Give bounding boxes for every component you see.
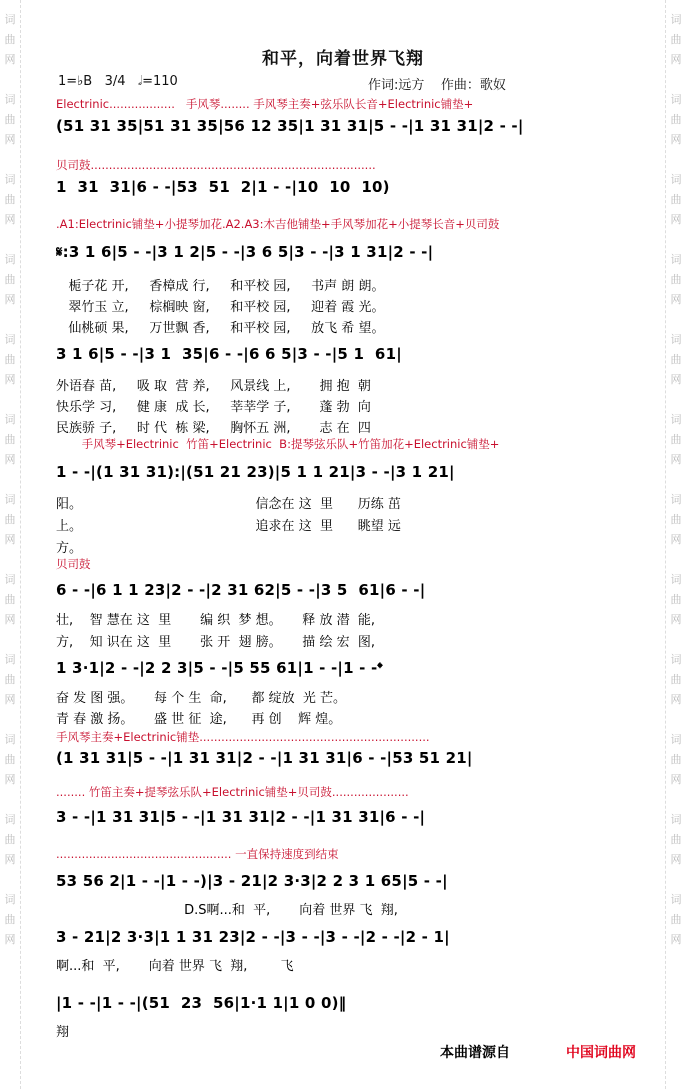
- lyric-line: D.S啊...和 平, 向着 世界 飞 翔,: [56, 903, 398, 918]
- lyric-line: 翠竹玉 立, 棕榈映 窗, 和平校 园, 迎着 霞 光。: [56, 300, 385, 315]
- notation-line: 𝄋:3 1 6|5 - -|3 1 2|5 - -|3 6 5|3 - -|3 1 31|2 - -|: [56, 243, 434, 261]
- notation-line: 1 3·1|2 - -|2 2 3|5 - -|5 55 61|1 - -|1 - -𝄌: [56, 659, 383, 677]
- source-label: 本曲谱源自: [440, 1045, 510, 1061]
- lyric-line: 奋 发 图 强。 每 个 生 命, 都 绽放 光 芒。: [56, 691, 347, 706]
- instrument-note: ................................................ 一直保持速度到结束: [56, 847, 339, 861]
- left-margin-line: [20, 0, 21, 1089]
- score-meta-right: [368, 74, 506, 93]
- notation-line: 3 - -|1 31 31|5 - -|1 31 31|2 - -|1 31 31|6 - -|: [56, 808, 426, 826]
- lyric-line: 壮, 智 慧在 这 里 编 织 梦 想。 释 放 潜 能,: [56, 613, 375, 628]
- lyricist: 作词:远方: [368, 78, 425, 93]
- notation-line: (51 31 35|51 31 35|56 12 35|1 31 31|5 - -|1 31 31|2 - -|: [56, 117, 524, 135]
- instrument-note: .A1:Electrinic铺垫+小提琴加花.A2.A3:木吉他铺垫+手风琴加花+小提琴长音+贝司鼓: [56, 217, 500, 231]
- left-side-watermark: 词 曲 网 词 曲 网 词 曲 网 词 曲 网 词 曲 网 词 曲 网 词 曲 网 词 曲 网 词 曲 网 词 曲 网 词 曲 网 词 曲 网: [4, 13, 16, 946]
- lyric-line: 仙桃硕 果, 万世飘 香, 和平校 园, 放飞 希 望。: [56, 321, 385, 336]
- lyric-line: 民族骄 子, 时 代 栋 梁, 胸怀五 洲, 志 在 四: [56, 421, 371, 436]
- notation-line: 53 56 2|1 - -|1 - -)|3 - 21|2 3·3|2 2 3 1 65|5 - -|: [56, 872, 448, 890]
- song-title: 和平，向着世界飞翔: [262, 49, 424, 69]
- notation-line: 6 - -|6 1 1 23|2 - -|2 31 62|5 - -|3 5 61|6 - -|: [56, 581, 426, 599]
- notation-line: 3 - 21|2 3·3|1 1 31 23|2 - -|3 - -|3 - -|2 - -|2 - 1|: [56, 928, 450, 946]
- notation-line: (1 31 31|5 - -|1 31 31|2 - -|1 31 31|6 - -|53 51 21|: [56, 749, 473, 767]
- instrument-note: 贝司鼓..............................................................................: [56, 158, 376, 172]
- right-side-watermark: 词 曲 网 词 曲 网 词 曲 网 词 曲 网 词 曲 网 词 曲 网 词 曲 网 词 曲 网 词 曲 网 词 曲 网 词 曲 网 词 曲 网: [670, 13, 682, 946]
- lyric-line: 阳。 信念在 这 里 历练 茁: [56, 497, 401, 512]
- notation-line: 1 31 31|6 - -|53 51 2|1 - -|10 10 10): [56, 178, 390, 196]
- lyric-line: 翔: [56, 1025, 70, 1040]
- composer: 作曲：歌奴: [440, 78, 506, 93]
- lyric-line: 栀子花 开, 香樟成 行, 和平校 园, 书声 朗 朗。: [56, 279, 385, 294]
- notation-line: |1 - -|1 - -|(51 23 56|1·1 1|1 0 0)‖: [56, 994, 347, 1012]
- instrument-note: ........ 竹笛主奏+提琴弦乐队+Electrinic铺垫+贝司鼓.....................: [56, 785, 409, 799]
- lyric-line: 快乐学 习, 健 康 成 长, 莘莘学 子, 蓬 勃 向: [56, 400, 371, 415]
- right-margin-line: [665, 0, 666, 1089]
- lyric-line: 方。: [56, 541, 83, 556]
- score-meta-left: [58, 74, 178, 89]
- site-name-link[interactable]: 中国词曲网: [566, 1045, 636, 1061]
- instrument-note: 手风琴+Electrinic 竹笛+Electrinic B:提琴弦乐队+竹笛加花+Electrinic铺垫+: [56, 437, 500, 451]
- instrument-note: 贝司鼓: [56, 557, 91, 571]
- notation-line: 1 - -|(1 31 31):|(51 21 23)|5 1 1 21|3 - -|3 1 21|: [56, 463, 455, 481]
- notation-line: 3 1 6|5 - -|3 1 35|6 - -|6 6 5|3 - -|5 1 61|: [56, 345, 402, 363]
- tempo-marking: 𝅗𝅥=110: [137, 74, 178, 89]
- key-signature: 1=♭B: [58, 74, 93, 89]
- instrument-note: Electrinic.................. 手风琴........ 手风琴主奏+弦乐队长音+Electrinic铺垫+: [56, 97, 474, 111]
- lyric-line: 外语春 苗, 吸 取 营 养, 风景线 上, 拥 抱 朝: [56, 379, 371, 394]
- lyric-line: 啊...和 平, 向着 世界 飞 翔, 飞: [56, 959, 294, 974]
- lyric-line: 青 春 激 扬。 盛 世 征 途, 再 创 辉 煌。: [56, 712, 342, 727]
- time-signature: 3/4: [104, 74, 126, 89]
- lyric-line: 上。 追求在 这 里 眺望 远: [56, 519, 401, 534]
- instrument-note: 手风琴主奏+Electrinic铺垫...............................................................: [56, 730, 430, 744]
- lyric-line: 方, 知 识在 这 里 张 开 翅 膀。 描 绘 宏 图,: [56, 635, 375, 650]
